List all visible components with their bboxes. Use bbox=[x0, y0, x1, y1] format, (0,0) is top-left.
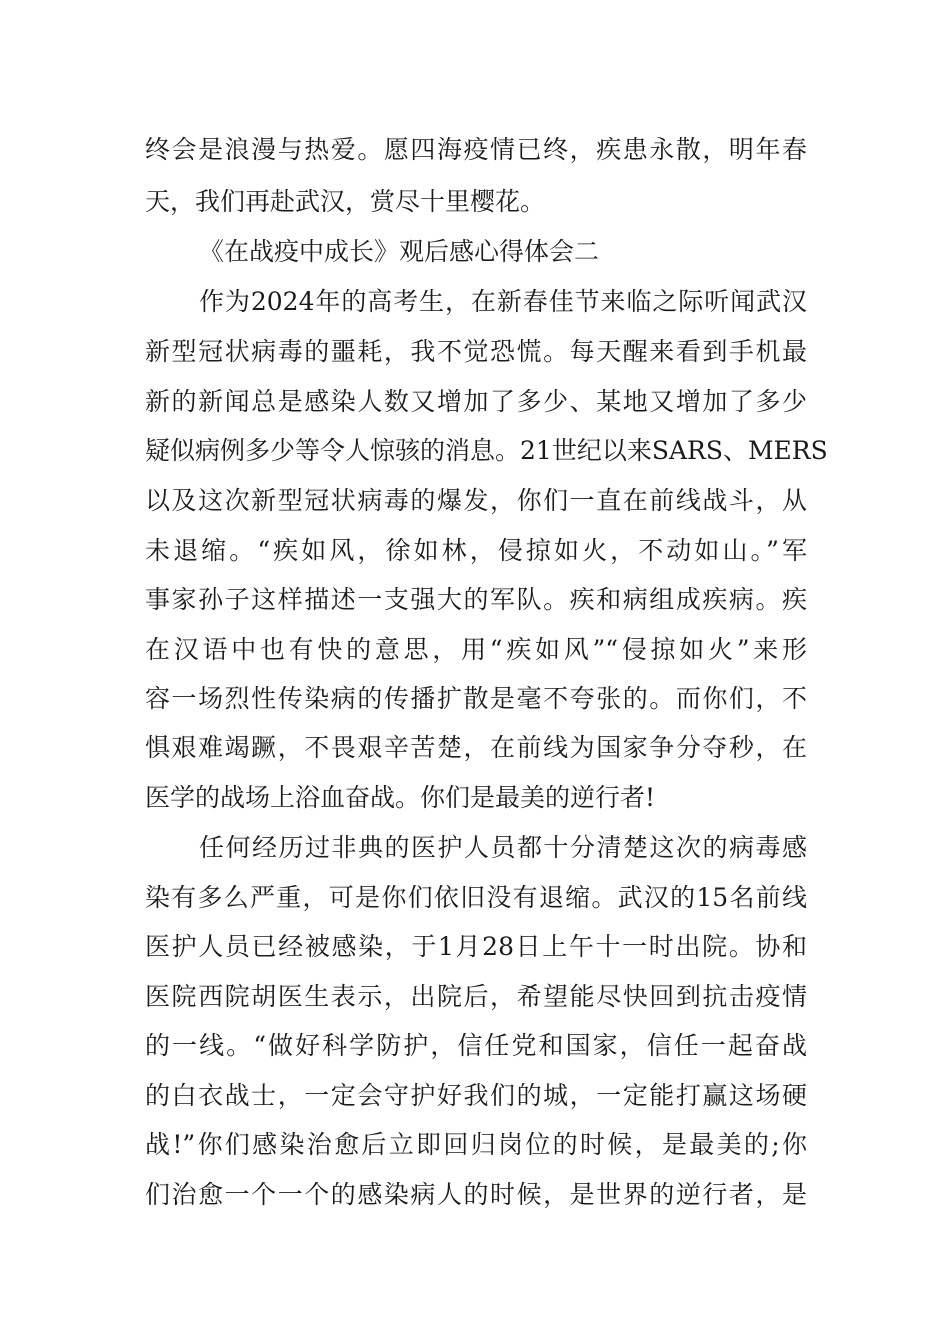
text-line: 天，我们再赴武汉，赏尽十里樱花。 bbox=[145, 187, 546, 216]
text-line: 医护人员已经被感染，于1月28日上午十一时出院。协和 bbox=[145, 932, 807, 961]
text-line: 事家孙子这样描述一支强大的军队。疾和病组成疾病。疾 bbox=[145, 585, 807, 614]
text-line: 新的新闻总是感染人数又增加了多少、某地又增加了多少 bbox=[145, 387, 807, 416]
text-line: 的一线。“做好科学防护，信任党和国家，信任一起奋战 bbox=[145, 1031, 807, 1060]
text-line: 终会是浪漫与热爱。愿四海疫情已终，疾患永散，明年春 bbox=[145, 135, 807, 164]
text-line: 染有多么严重，可是你们依旧没有退缩。武汉的15名前线 bbox=[145, 883, 807, 912]
text-line: 疑似病例多少等令人惊骇的消息。21世纪以来SARS、MERS bbox=[145, 436, 828, 465]
text-line: 惧艰难竭蹶，不畏艰辛苦楚，在前线为国家争分夺秒，在 bbox=[145, 733, 807, 762]
text-line: 作为2024年的高考生，在新春佳节来临之际听闻武汉 bbox=[199, 287, 807, 316]
text-line: 医院西院胡医生表示，出院后，希望能尽快回到抗击疫情 bbox=[145, 982, 807, 1011]
text-line: 容一场烈性传染病的传播扩散是毫不夸张的。而你们，不 bbox=[145, 684, 807, 713]
text-line: 战!”你们感染治愈后立即回归岗位的时候，是最美的;你 bbox=[145, 1130, 807, 1159]
text-line: 们治愈一个一个的感染病人的时候，是世界的逆行者，是 bbox=[145, 1180, 807, 1209]
text-line: 新型冠状病毒的噩耗，我不觉恐慌。每天醒来看到手机最 bbox=[145, 337, 807, 366]
text-line: 未退缩。“疾如风，徐如林，侵掠如火，不动如山。”军 bbox=[145, 536, 807, 565]
text-line: 以及这次新型冠状病毒的爆发，你们一直在前线战斗，从 bbox=[145, 486, 807, 515]
text-line: 任何经历过非典的医护人员都十分清楚这次的病毒感 bbox=[199, 833, 807, 862]
text-line: 医学的战场上浴血奋战。你们是最美的逆行者! bbox=[145, 783, 656, 812]
section-heading: 《在战疫中成长》观后感心得体会二 bbox=[199, 237, 600, 266]
text-line: 在汉语中也有快的意思，用“疾如风”“侵掠如火”来形 bbox=[145, 635, 807, 664]
text-line: 的白衣战士，一定会守护好我们的城，一定能打赢这场硬 bbox=[145, 1081, 807, 1110]
